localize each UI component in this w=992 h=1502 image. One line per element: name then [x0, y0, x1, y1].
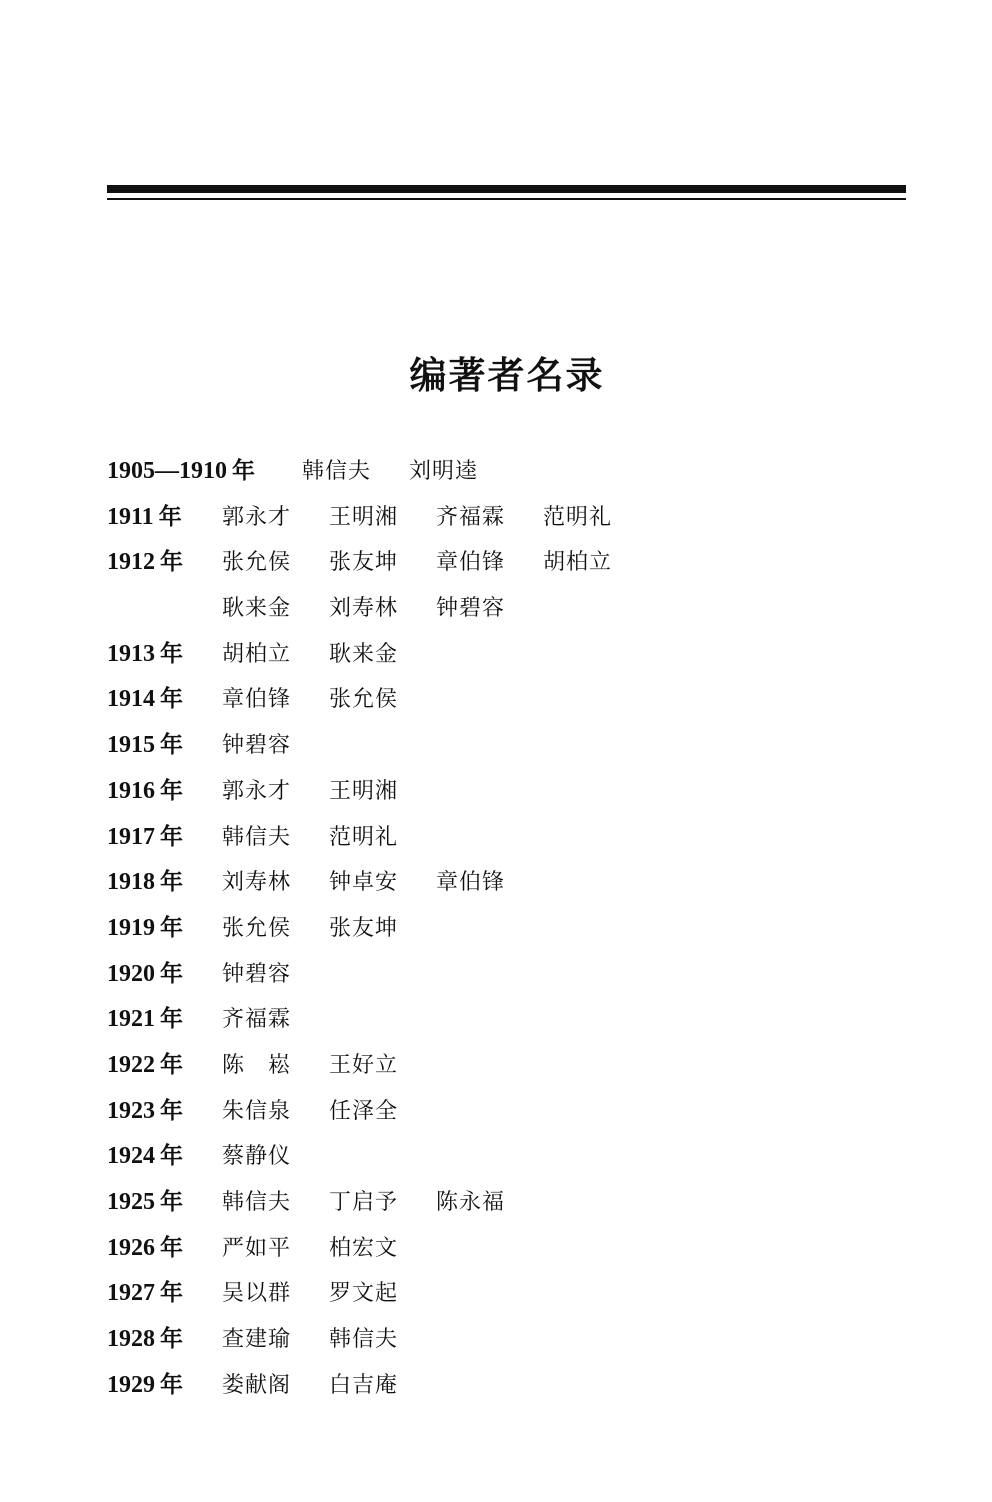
year-suffix: 年 — [160, 1326, 183, 1353]
entry-year — [107, 815, 183, 860]
year-suffix: 年 — [160, 640, 183, 667]
year-number: 1929 — [107, 1371, 155, 1398]
contributor-name: 张允侯 — [222, 550, 292, 576]
entry-year — [107, 677, 183, 722]
year-number: 1923 — [107, 1097, 155, 1124]
roster-entry — [107, 1134, 927, 1180]
year-suffix: 年 — [160, 960, 183, 987]
year-suffix: 年 — [160, 549, 183, 576]
roster-entry — [107, 677, 927, 723]
roster-entry — [107, 769, 927, 815]
contributor-name: 韩信夫 — [222, 1190, 292, 1215]
contributor-name: 罗文起 — [329, 1281, 399, 1307]
roster-entry — [107, 1317, 927, 1363]
year-suffix: 年 — [160, 1234, 183, 1261]
entry-year — [107, 723, 183, 768]
header-rule-thin — [107, 198, 906, 200]
contributor-name: 胡柏立 — [543, 550, 613, 576]
year-suffix: 年 — [160, 777, 183, 804]
contributor-name: 韩信夫 — [329, 1327, 399, 1353]
year-number: 1916 — [107, 777, 155, 804]
year-number: 1917 — [107, 823, 155, 850]
contributor-name: 韩信夫 — [222, 824, 292, 850]
contributor-name: 齐福霖 — [222, 1007, 292, 1033]
year-suffix: 年 — [160, 1143, 183, 1170]
contributor-name: 钟碧容 — [436, 596, 506, 622]
contributor-name: 陈 崧 — [222, 1052, 292, 1078]
roster-entry — [107, 860, 927, 906]
year-suffix: 年 — [160, 1051, 183, 1078]
roster-entry — [107, 997, 927, 1043]
year-suffix: 年 — [158, 503, 182, 530]
roster-entry — [107, 952, 927, 998]
entry-year — [107, 1134, 183, 1179]
year-suffix: 年 — [160, 686, 183, 713]
entry-names — [222, 997, 329, 1042]
roster-entry — [107, 540, 927, 586]
year-number: 1913 — [107, 640, 155, 667]
year-number: 1927 — [107, 1280, 155, 1307]
year-suffix: 年 — [160, 869, 183, 896]
entry-names — [222, 1317, 436, 1362]
entry-names — [222, 1043, 436, 1088]
year-number: 1925 — [107, 1189, 155, 1215]
year-number: 1915 — [107, 732, 155, 759]
year-suffix: 年 — [160, 914, 183, 941]
year-suffix: 年 — [160, 1006, 183, 1033]
contributor-name: 王好立 — [329, 1052, 399, 1078]
entry-names — [222, 1363, 436, 1408]
entry-year — [107, 952, 183, 997]
entry-year — [107, 1180, 183, 1225]
year-number: 1928 — [107, 1326, 155, 1353]
year-number: 1920 — [107, 960, 155, 987]
contributor-name: 吴以群 — [222, 1281, 292, 1307]
contributor-name: 任泽全 — [329, 1098, 399, 1124]
contributor-name: 章伯锋 — [436, 870, 506, 896]
contributor-name: 章伯锋 — [222, 687, 292, 713]
contributor-name: 郭永才 — [222, 778, 292, 804]
roster-entry — [107, 1043, 927, 1089]
entry-names — [222, 860, 543, 905]
year-suffix: 年 — [160, 1280, 183, 1307]
entry-names — [222, 952, 329, 997]
year-suffix: 年 — [160, 823, 183, 850]
year-number: 1922 — [107, 1051, 155, 1078]
entry-names — [222, 1089, 436, 1134]
entry-year — [107, 449, 255, 494]
year-number: 1924 — [107, 1143, 155, 1170]
roster-entry — [107, 632, 927, 678]
contributor-name: 胡柏立 — [222, 641, 292, 667]
year-number: 1911 — [107, 503, 154, 530]
contributor-name: 范明礼 — [543, 504, 613, 530]
roster-entry — [107, 1271, 927, 1317]
year-number: 1918 — [107, 869, 155, 896]
roster-entry — [107, 1180, 927, 1226]
contributor-name: 刘寿林 — [329, 596, 399, 622]
contributor-name: 张允侯 — [222, 915, 292, 941]
year-suffix: 年 — [160, 1097, 183, 1124]
year-number: 1905—1910 — [107, 458, 227, 484]
page-title: 编著者名录 — [409, 353, 605, 397]
contributor-name: 钟碧容 — [222, 961, 292, 987]
entry-names — [302, 449, 516, 494]
entry-year — [107, 1363, 183, 1408]
contributor-name: 刘寿林 — [222, 870, 292, 896]
entry-year — [107, 540, 183, 585]
entry-names — [222, 677, 436, 722]
entry-names — [222, 586, 543, 631]
contributor-name: 陈永福 — [436, 1190, 506, 1215]
entry-names — [222, 1271, 436, 1316]
entry-names — [222, 769, 436, 814]
year-number: 1912 — [107, 549, 155, 576]
roster-entry — [107, 723, 927, 769]
year-suffix: 年 — [160, 732, 183, 759]
contributor-name: 王明湘 — [329, 778, 399, 804]
year-suffix: 年 — [160, 1371, 183, 1398]
roster-entry — [107, 906, 927, 952]
contributor-name: 蔡静仪 — [222, 1144, 292, 1170]
contributor-name: 耿来金 — [329, 641, 399, 667]
contributor-name: 娄献阁 — [222, 1372, 292, 1398]
entry-year — [107, 997, 183, 1042]
roster-entry — [107, 815, 927, 861]
contributor-name: 张允侯 — [329, 687, 399, 713]
entry-year — [107, 495, 182, 540]
entry-names — [222, 815, 436, 860]
entry-names — [222, 723, 329, 768]
contributor-name: 柏宏文 — [329, 1235, 399, 1261]
roster-entry — [107, 1089, 927, 1135]
entry-names — [222, 540, 650, 585]
contributor-name: 王明湘 — [329, 504, 399, 530]
entry-year — [107, 1226, 183, 1271]
contributor-name: 范明礼 — [329, 824, 399, 850]
entry-names — [222, 906, 436, 951]
header-rule-thick — [107, 185, 906, 193]
contributor-name: 丁启予 — [329, 1190, 399, 1215]
roster-entry — [107, 449, 927, 495]
contributor-name: 严如平 — [222, 1235, 292, 1261]
entry-year — [107, 632, 183, 677]
year-number: 1926 — [107, 1234, 155, 1261]
entry-names — [222, 1226, 436, 1271]
entry-year — [107, 769, 183, 814]
contributor-name: 张友坤 — [329, 915, 399, 941]
contributor-name: 郭永才 — [222, 504, 292, 530]
contributor-name: 钟卓安 — [329, 870, 399, 896]
contributor-name: 钟碧容 — [222, 733, 292, 759]
entry-names — [222, 1180, 543, 1225]
year-number: 1919 — [107, 914, 155, 941]
contributor-roster — [107, 449, 927, 1408]
roster-entry — [107, 495, 927, 541]
contributor-name: 朱信泉 — [222, 1098, 292, 1124]
roster-entry — [107, 586, 927, 632]
entry-names — [222, 1134, 329, 1179]
roster-entry — [107, 1363, 927, 1409]
entry-year — [107, 1089, 183, 1134]
entry-names — [222, 632, 436, 677]
contributor-name: 章伯锋 — [436, 550, 506, 576]
year-suffix: 年 — [160, 1189, 183, 1215]
roster-entry — [107, 1226, 927, 1272]
contributor-name: 刘明逵 — [409, 459, 479, 484]
contributor-name: 白吉庵 — [329, 1372, 399, 1398]
contributor-name: 查建瑜 — [222, 1327, 292, 1353]
entry-year — [107, 906, 183, 951]
year-number: 1921 — [107, 1006, 155, 1033]
entry-year — [107, 1043, 183, 1088]
entry-names — [222, 495, 650, 540]
contributor-name: 张友坤 — [329, 550, 399, 576]
contributor-name: 耿来金 — [222, 596, 292, 622]
entry-year — [107, 860, 183, 905]
contributor-name: 韩信夫 — [302, 459, 372, 484]
entry-year — [107, 1271, 183, 1316]
entry-year — [107, 1317, 183, 1362]
contributor-name: 齐福霖 — [436, 504, 506, 530]
year-suffix: 年 — [232, 458, 255, 484]
year-number: 1914 — [107, 686, 155, 713]
